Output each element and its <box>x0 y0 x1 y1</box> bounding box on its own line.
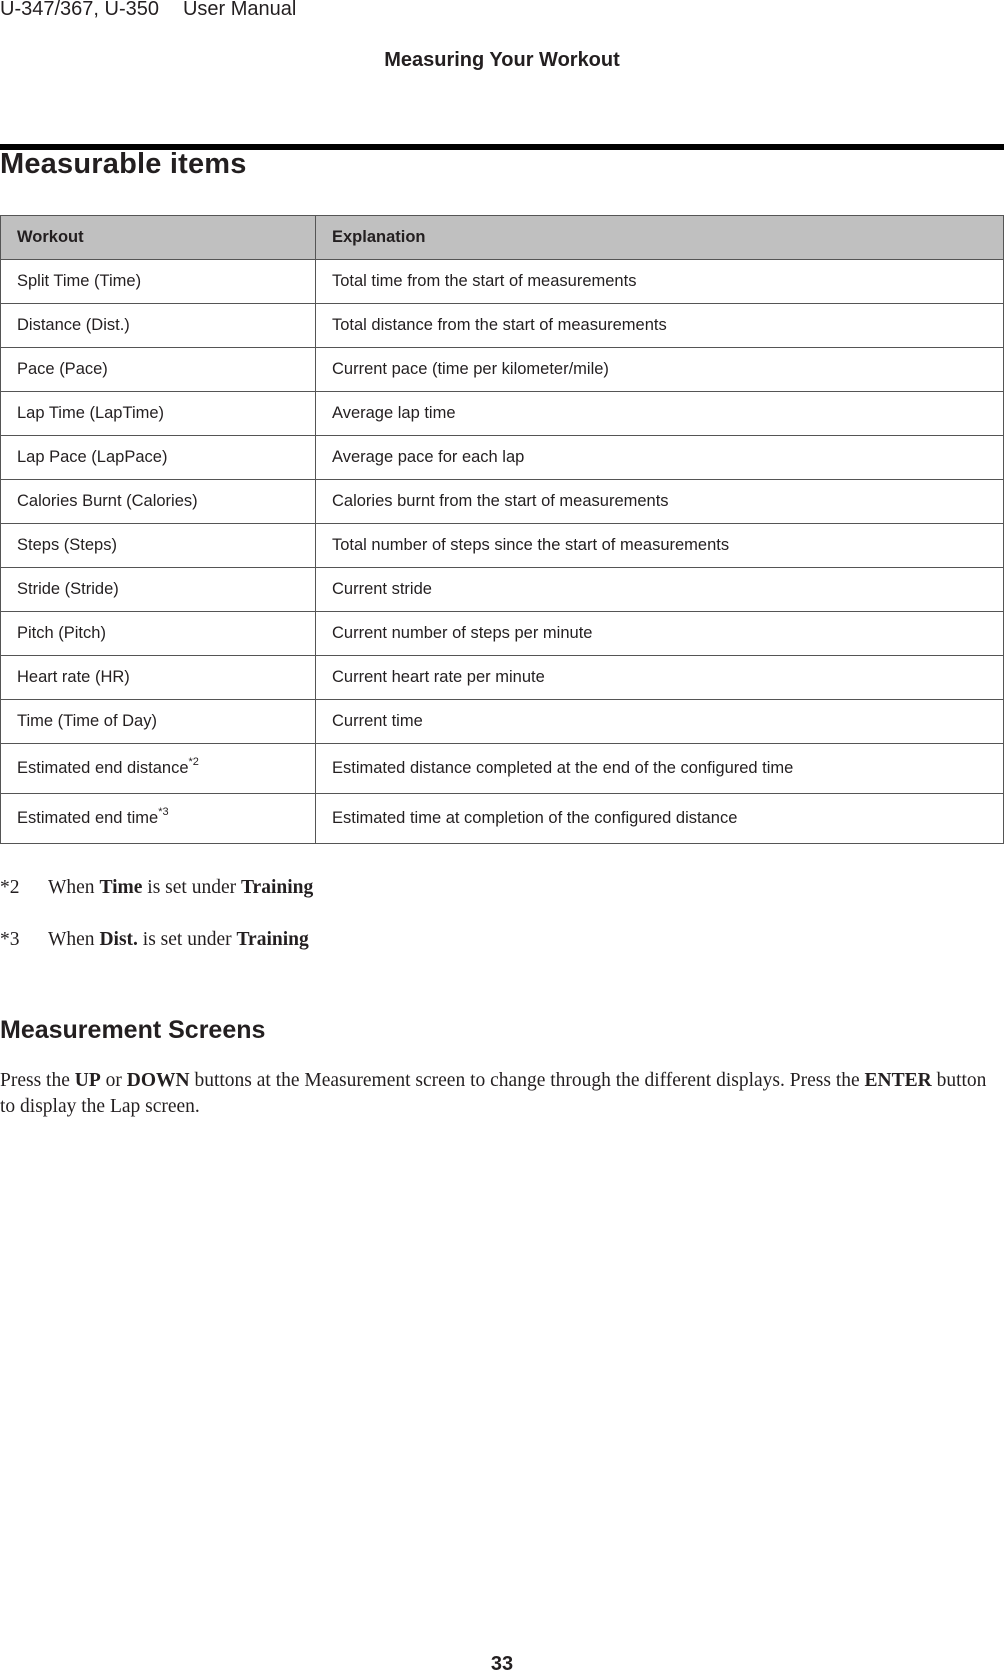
table-row <box>1 700 1004 744</box>
workout-cell: Pace (Pace) <box>1 348 316 392</box>
footnote-mark: *2 <box>0 877 20 898</box>
footnote-2: *2 When Time is set under Training <box>0 877 314 898</box>
table-row <box>1 436 1004 480</box>
footnote-3: *3 When Dist. is set under Training <box>0 929 309 950</box>
footnote-ref: *3 <box>158 806 169 818</box>
explanation-cell: Total number of steps since the start of measurements <box>316 524 1004 568</box>
workout-cell: Heart rate (HR) <box>1 656 316 700</box>
column-header-explanation: Explanation <box>316 216 1004 260</box>
running-header <box>0 0 296 21</box>
enter-button-label: ENTER <box>864 1070 932 1091</box>
instructions-paragraph: Press the UP or DOWN buttons at the Measurement screen to change through the different displays. Press the ENTER button to display the Lap screen. <box>0 1070 987 1117</box>
down-button-label: DOWN <box>126 1070 190 1091</box>
explanation-cell: Calories burnt from the start of measurements <box>316 480 1004 524</box>
table-row <box>1 480 1004 524</box>
up-button-label: UP <box>74 1070 101 1091</box>
table-row <box>1 612 1004 656</box>
workout-cell: Distance (Dist.) <box>1 304 316 348</box>
footnote-setting: Training <box>236 929 309 950</box>
table-row <box>1 348 1004 392</box>
measurable-items-table <box>0 215 1004 844</box>
footnote-ref: *2 <box>188 756 199 768</box>
workout-cell: Steps (Steps) <box>1 524 316 568</box>
product-models: U-347/367, U-350 <box>0 0 159 20</box>
workout-cell: Lap Time (LapTime) <box>1 392 316 436</box>
workout-cell: Split Time (Time) <box>1 260 316 304</box>
footnote-setting: Training <box>241 877 314 898</box>
workout-cell: Calories Burnt (Calories) <box>1 480 316 524</box>
footnote-term: Dist. <box>99 929 138 950</box>
footnote-term: Time <box>99 877 143 898</box>
explanation-cell: Current time <box>316 700 1004 744</box>
table-row <box>1 744 1004 794</box>
section-title: Measurable items <box>0 148 247 180</box>
explanation-cell: Estimated time at completion of the configured distance <box>316 794 1004 844</box>
workout-cell: Estimated end time$^{*3}$ <box>1 794 316 844</box>
chapter-title: Measuring Your Workout <box>384 49 620 71</box>
explanation-cell: Current pace (time per kilometer/mile) <box>316 348 1004 392</box>
subsection-title: Measurement Screens <box>0 1016 266 1044</box>
explanation-cell: Total distance from the start of measurements <box>316 304 1004 348</box>
page-number: 33 <box>490 1653 514 1675</box>
footnote-mark: *3 <box>0 929 20 950</box>
workout-cell: Estimated end distance$^{*2}$ <box>1 744 316 794</box>
workout-cell: Lap Pace (LapPace) <box>1 436 316 480</box>
explanation-cell: Current stride <box>316 568 1004 612</box>
table-row <box>1 304 1004 348</box>
table-row <box>1 392 1004 436</box>
explanation-cell: Average pace for each lap <box>316 436 1004 480</box>
table-row <box>1 656 1004 700</box>
explanation-cell: Average lap time <box>316 392 1004 436</box>
table-row <box>1 524 1004 568</box>
table-row <box>1 260 1004 304</box>
explanation-cell: Current heart rate per minute <box>316 656 1004 700</box>
table-row <box>1 794 1004 844</box>
explanation-cell: Current number of steps per minute <box>316 612 1004 656</box>
manual-label: User Manual <box>182 0 297 20</box>
column-header-workout: Workout <box>1 216 316 260</box>
workout-cell: Stride (Stride) <box>1 568 316 612</box>
explanation-cell: Total time from the start of measurements <box>316 260 1004 304</box>
workout-cell: Time (Time of Day) <box>1 700 316 744</box>
table-body <box>1 260 1004 844</box>
table-row <box>1 568 1004 612</box>
workout-cell: Pitch (Pitch) <box>1 612 316 656</box>
explanation-cell: Estimated distance completed at the end of the configured time <box>316 744 1004 794</box>
table-header-row <box>1 216 1004 260</box>
